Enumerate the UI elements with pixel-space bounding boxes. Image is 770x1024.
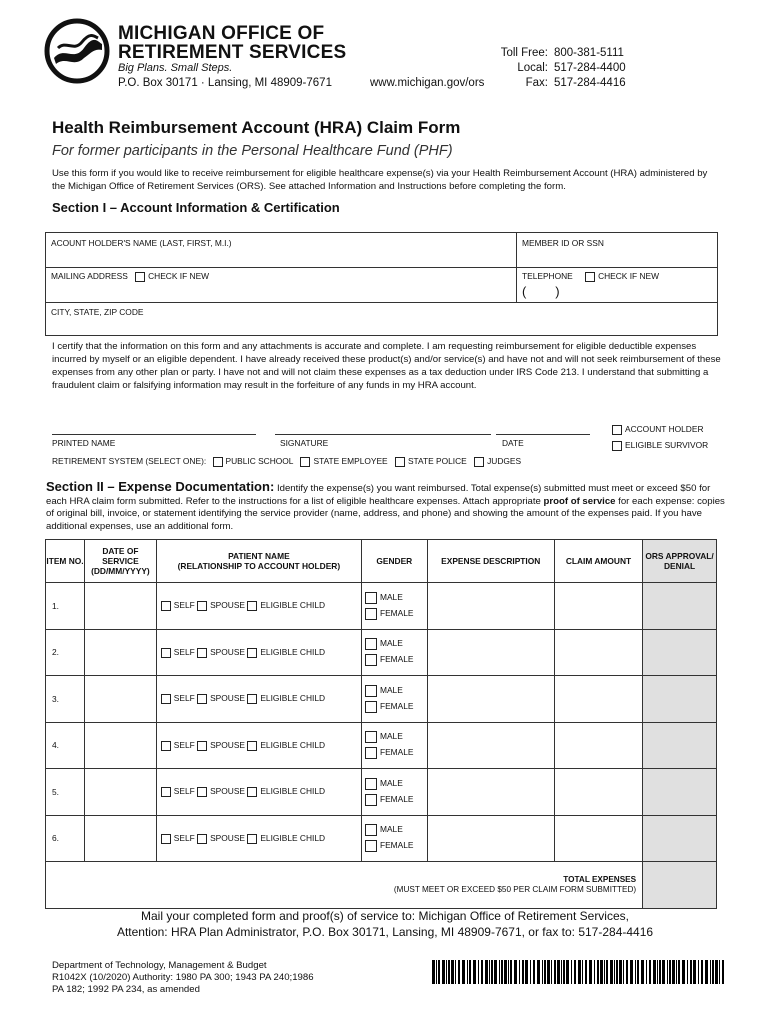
barcode-bar (438, 960, 440, 984)
item-number: 4. (46, 722, 85, 769)
barcode-bar (604, 960, 605, 984)
relationship-checkbox[interactable] (247, 648, 257, 658)
item-number: 5. (46, 769, 85, 816)
barcode-bar (446, 960, 447, 984)
relationship-label: SPOUSE (210, 786, 245, 797)
barcode-bar (678, 960, 680, 984)
barcode-bar (715, 960, 718, 984)
gender-checkbox[interactable] (365, 638, 377, 650)
barcode-bar (462, 960, 465, 984)
barcode-bar (657, 960, 658, 984)
mailing-instructions: Mail your completed form and proof(s) of service to: Michigan Office of Retirement Services, Attention: HRA Plan Administrator, P.O. Box 30171, Lansing, MI 48909-7671, or fax to: 517-284-4416 (116, 909, 654, 939)
claim-amount-field[interactable] (554, 676, 642, 723)
gender-label: MALE (379, 684, 403, 695)
barcode-bar (489, 960, 490, 984)
barcode-bar (514, 960, 517, 984)
barcode-bar (451, 960, 454, 984)
contact-numbers: Toll Free: 800-381-5111 Local: 517-284-4400 Fax: 517-284-4416 (500, 47, 626, 89)
barcode-bar (504, 960, 507, 984)
barcode-bar (722, 960, 724, 984)
barcode-bar (542, 960, 543, 984)
item-number: 3. (46, 676, 85, 723)
barcode-bar (597, 960, 599, 984)
barcode-bar (485, 960, 488, 984)
barcode-bar (653, 960, 656, 984)
table-row (46, 676, 717, 723)
header-claim-amount: CLAIM AMOUNT (554, 540, 642, 583)
section2-text: Section II – Expense Documentation: Identify the expense(s) you want reimbursed. Total expense(s) submitted must meet or exceed $50 for each HRA claim form submitted. Refer to the instructions for a list of eligible healthcare expenses. Attach appropriate proof of service for each expense: copies of original bill, invoice, or statement identifying the service provider (name, address, and phone) and showing the amount of the expenses paid. If you have additional expenses, use an additional form. (46, 479, 725, 532)
relationship-label: SELF (173, 646, 195, 657)
ors-approval-field (643, 815, 717, 862)
relationship-checkbox[interactable] (197, 694, 207, 704)
barcode-bar (646, 960, 647, 984)
expense-table (45, 539, 717, 909)
barcode-bar (455, 960, 456, 984)
relationship-checkbox[interactable] (161, 694, 171, 704)
barcode-bar (710, 960, 711, 984)
ors-approval-field (643, 583, 717, 630)
form-footer: Department of Technology, Management & Budget R1042X (10/2020) Authority: 1980 PA 300; 1943 PA 240;1986 PA 182; 1992 PA 234, as amended (52, 960, 314, 995)
member-id-field[interactable]: MEMBER ID OR SSN (522, 238, 604, 248)
barcode-bar (525, 960, 528, 984)
patient-relationship-cell (156, 583, 361, 630)
gender-checkbox[interactable] (365, 824, 377, 836)
relationship-label: SPOUSE (210, 739, 245, 750)
barcode-bar (481, 960, 483, 984)
relationship-checkbox[interactable] (197, 787, 207, 797)
barcode-bar (508, 960, 509, 984)
gender-checkbox[interactable] (365, 608, 377, 620)
claim-amount-field[interactable] (554, 722, 642, 769)
gender-checkbox[interactable] (365, 840, 377, 852)
printed-name-label: PRINTED NAME (52, 438, 116, 448)
mailing-new-checkbox[interactable] (135, 272, 145, 282)
barcode-bar (682, 960, 685, 984)
table-row (46, 722, 717, 769)
header-description: EXPENSE DESCRIPTION (427, 540, 554, 583)
account-holder-name-field[interactable]: ACOUNT HOLDER'S NAME (LAST, FIRST, M.I.) (51, 238, 232, 248)
barcode-bar (458, 960, 460, 984)
barcode-bar (561, 960, 562, 984)
expense-description-field[interactable] (427, 629, 554, 676)
state-employee-checkbox[interactable] (300, 457, 310, 467)
judges-checkbox[interactable] (474, 457, 484, 467)
barcode-bar (544, 960, 546, 984)
claim-amount-field[interactable] (554, 583, 642, 630)
gender-label: FEMALE (379, 840, 414, 851)
barcode-bar (519, 960, 520, 984)
barcode-bar (659, 960, 661, 984)
gender-label: FEMALE (379, 654, 414, 665)
expense-description-field[interactable] (427, 722, 554, 769)
barcode-bar (693, 960, 696, 984)
city-state-zip-field[interactable]: CITY, STATE, ZIP CODE (51, 307, 144, 317)
date-label: DATE (502, 438, 524, 448)
date-of-service-field[interactable] (84, 722, 156, 769)
barcode-bar (436, 960, 437, 984)
patient-relationship-cell (156, 676, 361, 723)
gender-cell (361, 815, 427, 862)
gender-label: MALE (379, 824, 403, 835)
barcode-bar (578, 960, 581, 984)
barcode-bar (478, 960, 479, 984)
date-of-service-field[interactable] (84, 676, 156, 723)
gender-cell (361, 722, 427, 769)
item-number: 1. (46, 583, 85, 630)
relationship-checkbox[interactable] (197, 741, 207, 751)
table-row (46, 815, 717, 862)
barcode-bar (698, 960, 699, 984)
relationship-checkbox[interactable] (161, 834, 171, 844)
barcode-bar (448, 960, 450, 984)
header-gender: GENDER (361, 540, 427, 583)
eligible-survivor-checkbox[interactable] (612, 441, 622, 451)
gender-checkbox[interactable] (365, 747, 377, 759)
barcode-bar (594, 960, 595, 984)
header-ors-approval: ORS APPROVAL/ DENIAL (643, 540, 717, 583)
total-expenses-field[interactable] (643, 862, 717, 909)
date-of-service-field[interactable] (84, 769, 156, 816)
item-number: 2. (46, 629, 85, 676)
barcode-bar (530, 960, 531, 984)
barcode-bar (641, 960, 644, 984)
mailing-address: P.O. Box 30171 · Lansing, MI 48909-7671 (118, 77, 332, 89)
public-school-checkbox[interactable] (213, 457, 223, 467)
eligible-survivor-option[interactable]: ELIGIBLE SURVIVOR (612, 440, 708, 451)
barcode-bar (623, 960, 624, 984)
expense-description-field[interactable] (427, 815, 554, 862)
barcode-bar (619, 960, 622, 984)
barcode-bar (672, 960, 675, 984)
gender-label: FEMALE (379, 793, 414, 804)
patient-relationship-cell (156, 722, 361, 769)
claim-amount-field[interactable] (554, 769, 642, 816)
barcode-bar (469, 960, 471, 984)
phone-area-code: ( ) (522, 284, 560, 299)
form-title: Health Reimbursement Account (HRA) Claim Form (52, 118, 461, 137)
barcode-bar (626, 960, 628, 984)
barcode-bar (491, 960, 493, 984)
barcode-bar (510, 960, 512, 984)
gender-cell (361, 676, 427, 723)
item-number: 6. (46, 815, 85, 862)
relationship-checkbox[interactable] (197, 834, 207, 844)
gender-checkbox[interactable] (365, 731, 377, 743)
table-row (46, 769, 717, 816)
relationship-label: SPOUSE (210, 600, 245, 611)
date-line[interactable] (496, 434, 590, 435)
relationship-label: SPOUSE (210, 693, 245, 704)
mailing-address-field[interactable]: MAILING ADDRESS CHECK IF NEW (51, 271, 210, 281)
barcode-bar (637, 960, 639, 984)
relationship-checkbox[interactable] (247, 834, 257, 844)
relationship-checkbox[interactable] (197, 648, 207, 658)
certification-text: I certify that the information on this form and any attachments is accurate and complete. I am requesting reimbursement for eligible deductible expenses incurred by myself or an eligible dependent. I have already received these product(s) and/or service(s) and have not and will not seek reimbursement of these expenses from any other plan or party. I have not and will not claim these expenses as a tax deduction under IRS Code 213. I understand that submitting a fraudulent claim or falsifying information may result in the forfeiture of any funds in my HRA account. (52, 341, 721, 391)
website-link[interactable]: www.michigan.gov/ors (370, 77, 485, 89)
gender-label: FEMALE (379, 607, 414, 618)
barcode-bar (537, 960, 540, 984)
header-item-no: ITEM NO. (46, 540, 85, 583)
barcode-bar (712, 960, 714, 984)
relationship-checkbox[interactable] (161, 741, 171, 751)
barcode-bar (547, 960, 550, 984)
barcode-bar (585, 960, 587, 984)
ors-approval-field (643, 769, 717, 816)
account-holder-option[interactable]: ACCOUNT HOLDER (612, 424, 704, 435)
barcode-bar (606, 960, 608, 984)
barcode-bar (705, 960, 708, 984)
barcode-bar (614, 960, 615, 984)
barcode-bar (662, 960, 665, 984)
barcode-bar (533, 960, 535, 984)
gender-cell (361, 629, 427, 676)
gender-checkbox[interactable] (365, 778, 377, 790)
barcode-bar (563, 960, 565, 984)
barcode-bar (676, 960, 677, 984)
gender-label: FEMALE (379, 700, 414, 711)
barcode-bar (610, 960, 613, 984)
barcode-bar (701, 960, 703, 984)
relationship-checkbox[interactable] (161, 787, 171, 797)
patient-relationship-cell (156, 629, 361, 676)
signature-label: SIGNATURE (280, 438, 329, 448)
gender-checkbox[interactable] (365, 701, 377, 713)
date-of-service-field[interactable] (84, 583, 156, 630)
gender-label: FEMALE (379, 747, 414, 758)
barcode-bar (467, 960, 468, 984)
barcode-bar (630, 960, 633, 984)
relationship-label: SELF (173, 600, 195, 611)
barcode-bar (649, 960, 651, 984)
section1-heading: Section I – Account Information & Certification (52, 200, 340, 215)
barcode-bar (499, 960, 500, 984)
relationship-checkbox[interactable] (197, 601, 207, 611)
claim-amount-field[interactable] (554, 815, 642, 862)
telephone-new-checkbox[interactable] (585, 272, 595, 282)
relationship-label: SELF (173, 693, 195, 704)
barcode-bar (687, 960, 688, 984)
relationship-label: ELIGIBLE CHILD (260, 832, 326, 843)
table-row (46, 583, 717, 630)
barcode-bar (442, 960, 445, 984)
relationship-checkbox[interactable] (247, 694, 257, 704)
barcode-bar (690, 960, 692, 984)
relationship-checkbox[interactable] (247, 741, 257, 751)
header-patient: PATIENT NAME (RELATIONSHIP TO ACCOUNT HOLDER) (156, 540, 361, 583)
telephone-field[interactable]: TELEPHONE CHECK IF NEW (522, 271, 660, 281)
barcode-bar (501, 960, 503, 984)
retirement-system-row: RETIREMENT SYSTEM (SELECT ONE): PUBLIC SCHOOL STATE EMPLOYEE STATE POLICE JUDGES (52, 456, 522, 466)
gender-label: MALE (379, 777, 403, 788)
date-of-service-field[interactable] (84, 629, 156, 676)
patient-relationship-cell (156, 769, 361, 816)
table-row (46, 629, 717, 676)
signature-line[interactable] (275, 434, 491, 435)
barcode-bar (557, 960, 560, 984)
relationship-checkbox[interactable] (161, 648, 171, 658)
ors-logo-icon (44, 18, 110, 84)
barcode-bar (473, 960, 476, 984)
state-police-checkbox[interactable] (395, 457, 405, 467)
section2-heading: Section II – Expense Documentation: (46, 479, 275, 494)
barcode-bar (494, 960, 497, 984)
relationship-label: SELF (173, 832, 195, 843)
gender-cell (361, 769, 427, 816)
claim-amount-field[interactable] (554, 629, 642, 676)
barcode-bar (600, 960, 603, 984)
barcode-bar (616, 960, 618, 984)
relationship-label: SELF (173, 786, 195, 797)
relationship-label: ELIGIBLE CHILD (260, 600, 326, 611)
gender-cell (361, 583, 427, 630)
gender-label: MALE (379, 638, 403, 649)
expense-description-field[interactable] (427, 583, 554, 630)
expense-description-field[interactable] (427, 676, 554, 723)
expense-description-field[interactable] (427, 769, 554, 816)
barcode-bar (432, 960, 435, 984)
gender-label: MALE (379, 731, 403, 742)
gender-checkbox[interactable] (365, 685, 377, 697)
ors-approval-field (643, 722, 717, 769)
barcode-bar (566, 960, 569, 984)
patient-relationship-cell (156, 815, 361, 862)
barcode-bar (571, 960, 572, 984)
barcode-bar (667, 960, 668, 984)
printed-name-line[interactable] (52, 434, 256, 435)
barcode-bar (551, 960, 552, 984)
relationship-checkbox[interactable] (247, 601, 257, 611)
intro-text: Use this form if you would like to receive reimbursement for eligible healthcare expense(s) via your Health Reimbursement Account (HRA) administered by the Michigan Office of Retirement Services (ORS). See attached Information and Instructions before completing the form. (52, 168, 708, 192)
header-date: DATE OF SERVICE (DD/MM/YYYY) (84, 540, 156, 583)
total-expenses-label: TOTAL EXPENSES (MUST MEET OR EXCEED $50 PER CLAIM FORM SUBMITTED) (46, 862, 643, 909)
ors-approval-field (643, 676, 717, 723)
gender-checkbox[interactable] (365, 654, 377, 666)
barcode-bar (554, 960, 556, 984)
tagline: Big Plans. Small Steps. (118, 62, 233, 74)
barcode-icon (432, 960, 724, 984)
barcode-bar (582, 960, 583, 984)
barcode-bar (719, 960, 720, 984)
form-subtitle: For former participants in the Personal Healthcare Fund (PHF) (52, 143, 453, 159)
relationship-checkbox[interactable] (247, 787, 257, 797)
barcode-bar (589, 960, 592, 984)
relationship-label: ELIGIBLE CHILD (260, 646, 326, 657)
barcode-bar (635, 960, 636, 984)
relationship-checkbox[interactable] (161, 601, 171, 611)
org-name: MICHIGAN OFFICE OF RETIREMENT SERVICES (118, 23, 347, 63)
barcode-bar (522, 960, 524, 984)
account-holder-checkbox[interactable] (612, 425, 622, 435)
barcode-bar (669, 960, 671, 984)
gender-checkbox[interactable] (365, 592, 377, 604)
date-of-service-field[interactable] (84, 815, 156, 862)
relationship-label: ELIGIBLE CHILD (260, 786, 326, 797)
gender-checkbox[interactable] (365, 794, 377, 806)
relationship-label: ELIGIBLE CHILD (260, 693, 326, 704)
gender-label: MALE (379, 591, 403, 602)
barcode-bar (574, 960, 576, 984)
account-info-box (45, 232, 718, 336)
relationship-label: ELIGIBLE CHILD (260, 739, 326, 750)
ors-approval-field (643, 629, 717, 676)
relationship-label: SPOUSE (210, 646, 245, 657)
relationship-label: SELF (173, 739, 195, 750)
relationship-label: SPOUSE (210, 832, 245, 843)
